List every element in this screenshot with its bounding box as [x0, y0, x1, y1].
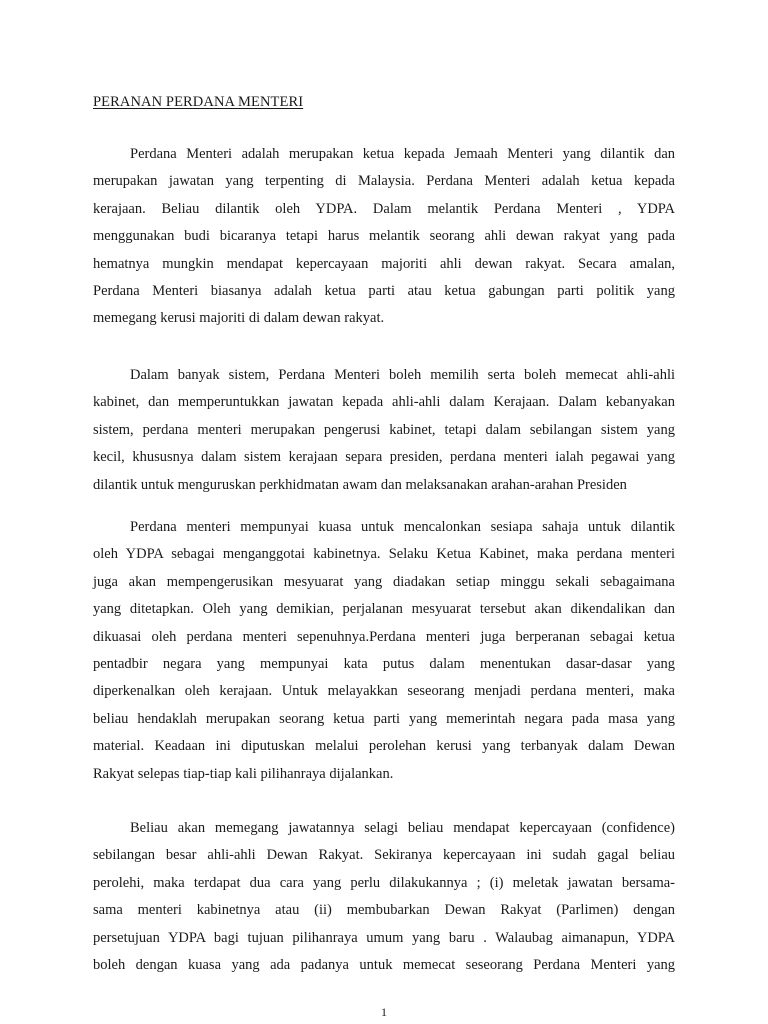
paragraph-3 — [93, 514, 675, 788]
paragraph-line: yang ditetapkan. Oleh yang demikian, perjalanan mesyuarat tersebut akan dikendalikan dan — [93, 601, 675, 618]
paragraph-line: sama menteri kabinetnya atau (ii) membubarkan Dewan Rakyat (Parlimen) dengan — [93, 902, 675, 919]
paragraph-line: boleh dengan kuasa yang ada padanya untuk memecat seseorang Perdana Menteri yang — [93, 957, 675, 974]
paragraph-line: Perdana menteri mempunyai kuasa untuk mencalonkan sesiapa sahaja untuk dilantik — [130, 519, 675, 535]
paragraph-line: oleh YDPA sebagai menganggotai kabinetnya. Selaku Ketua Kabinet, maka perdana menteri — [93, 546, 675, 563]
paragraph-line: kecil, khususnya dalam sistem kerajaan separa presiden, perdana menteri ialah pegawai yang — [93, 449, 675, 466]
paragraph-line: sebilangan besar ahli-ahli Dewan Rakyat. Sekiranya kepercayaan ini sudah gagal beliau — [93, 847, 675, 864]
paragraph-line: kerajaan. Beliau dilantik oleh YDPA. Dalam melantik Perdana Menteri , YDPA — [93, 200, 675, 217]
paragraph-line: Perdana Menteri adalah merupakan ketua kepada Jemaah Menteri yang dilantik dan — [130, 146, 675, 162]
paragraph-line: pentadbir negara yang mempunyai kata putus dalam menentukan dasar-dasar yang — [93, 656, 675, 673]
paragraph-line: material. Keadaan ini diputuskan melalui perolehan kerusi yang terbanyak dalam Dewan — [93, 738, 675, 755]
paragraph-line: Rakyat selepas tiap-tiap kali pilihanraya dijalankan. — [93, 765, 394, 782]
paragraph-line: persetujuan YDPA bagi tujuan pilihanraya umum yang baru . Walaubag aimanapun, YDPA — [93, 929, 675, 946]
paragraph-2 — [93, 362, 675, 499]
paragraph-line: perolehi, maka terdapat dua cara yang perlu dilakukannya ; (i) meletak jawatan bersama- — [93, 874, 675, 891]
paragraph-line: diperkenalkan oleh kerajaan. Untuk melayakkan seseorang menjadi perdana menteri, maka — [93, 683, 675, 700]
paragraph-line: beliau hendaklah merupakan seorang ketua parti yang memerintah negara pada masa yang — [93, 710, 675, 727]
page-number: 1 — [381, 1005, 387, 1019]
paragraph-line: sistem, perdana menteri merupakan pengerusi kabinet, tetapi dalam sebilangan sistem yang — [93, 421, 675, 438]
paragraph-line: kabinet, dan memperuntukkan jawatan kepada ahli-ahli dalam Kerajaan. Dalam kebanyakan — [93, 394, 675, 411]
paragraph-line: memegang kerusi majoriti di dalam dewan rakyat. — [93, 310, 385, 327]
paragraph-line: merupakan jawatan yang terpenting di Malaysia. Perdana Menteri adalah ketua kepada — [93, 173, 675, 190]
paragraph-line: Perdana Menteri biasanya adalah ketua parti atau ketua gabungan parti politik yang — [93, 283, 675, 300]
paragraph-line: dilantik untuk menguruskan perkhidmatan awam dan melaksanakan arahan-arahan Presiden — [93, 476, 627, 493]
paragraph-line: menggunakan budi bicaranya tetapi harus melantik seorang ahli dewan rakyat yang pada — [93, 228, 675, 245]
paragraph-line: dikuasai oleh perdana menteri sepenuhnya.Perdana menteri juga berperanan sebagai ketua — [93, 628, 675, 645]
paragraph-1 — [93, 141, 675, 333]
paragraph-line: Dalam banyak sistem, Perdana Menteri boleh memilih serta boleh memecat ahli-ahli — [130, 367, 675, 383]
paragraph-line: hematnya mungkin mendapat kepercayaan majoriti ahli dewan rakyat. Secara amalan, — [93, 255, 675, 272]
paragraph-4 — [93, 815, 675, 979]
paragraph-line: Beliau akan memegang jawatannya selagi beliau mendapat kepercayaan (confidence) — [130, 820, 675, 836]
paragraph-line: juga akan mempengerusikan mesyuarat yang diadakan setiap minggu sekali sebagaimana — [93, 573, 675, 590]
document-title: PERANAN PERDANA MENTERI — [93, 94, 304, 110]
